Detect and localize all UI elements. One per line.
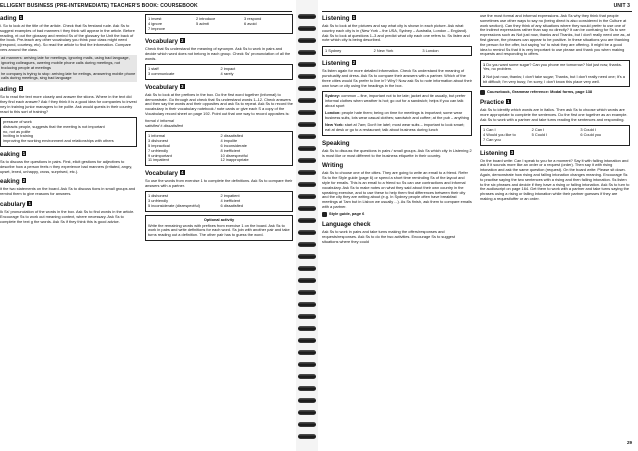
optional-activity-text: Write the remaining words with prefixes from exercise 1 on the board. Ask Ss to work in pairs and write definitions for each word. Ss join with another pair and take turns reading out a definition. The other pair has to guess the word. [148,222,290,238]
speaking-1-text: Ss to discuss the questions in pairs. First, elicit gestions for adjectives to describe how a person feels n they experience bad manners (irritated, angry, upset, lexed, unhappy, cross, surprised, etc.). [0,158,133,174]
left-running-header: ELLIGENT BUSINESS (PRE-INTERMEDIATE) TEACHER'S BOOK: COURSEBOOK [0,3,198,9]
binding-ring [298,218,316,223]
vocabulary-2-text: Check that Ss understand the meaning of synonym. Ask Ss to work in pairs and decide which word does not belong in each group. Check Ss' pronunciation of all the words. [145,46,291,61]
spiral-binding [296,0,318,451]
left-column-b [145,14,293,244]
binding-ring [298,362,316,367]
listening-2-text: Ss listen again for more detailed information. Check Ss understand the meaning of punctuality and dress. Ask Ss to compare their answers with a partner. Which of the three cities would Ss prefer to live in? Why? Now ask Ss to note information about their own town or city using the headings in the box. [322,68,472,88]
speaking-heading: Speaking [322,139,350,147]
binding-ring [298,206,316,211]
binding-ring [298,146,316,151]
vocabulary-3-text: Ask Ss to look at the prefixes in the box. Do the first word together (informal) to demonstrate. Go through and check that Ss understand words 1–12. Check answers and then say the words and their opposites and ask Ss to repeat. Ask Ss to record the vocabulary in their vocabulary notebook / note cards or give each S a copy of the Vocabulary record sheet on page 192. Point out that one way to record opposites is: [145,91,293,117]
binding-ring [298,122,316,127]
right-column-a [322,14,472,247]
binding-ring [298,278,316,283]
practice-1-text: Ask Ss to identify which words are in italics. Then ask Ss to choose which words are more appropriate to complete the sentences. Do the first one together as an example. Ask Ss to work with a partner and take turns reading the sentences and responding. [480,107,628,122]
binding-ring [298,110,316,115]
binding-ring [298,50,316,55]
binding-ring [298,182,316,187]
binding-ring [298,398,316,403]
listening-1-text: Ask Ss to look at the pictures and say what city is shown in each picture. Ask what country each city is in (New York – the USA, Sydney – Australia, London – England). Ask Ss to look at questions 1–3 and predict what city each one refers to. Ss listen and note which city is being described. [322,23,470,43]
binding-ring [298,302,316,307]
binding-ring [298,422,316,427]
binding-ring [298,38,316,43]
binding-ring [298,26,316,31]
binding-ring [298,86,316,91]
listening-3-heading: Listening 3 [480,149,514,157]
binding-ring [298,242,316,247]
binding-ring [298,314,316,319]
reading-1-answers: ad manners: arriving late for meetings, ignoring mails, using bad language, ignoring colleagues, owering mobile phone calls during meetings, not troducing people at meetings he company is trying to stop: arriving late for eetings, answering mobile phone calls during meetings, sing bad language [1,55,136,81]
listening-1-answers: 1 Sydney 2 New York 3 London [322,46,472,57]
reading-2-heading: ading 2 [0,86,23,94]
right-column-b [480,14,630,204]
listening-2-answers: Sydney: common – fine, important not to be late; jacket and tie usually, but prefer informal clothes when weather is hot; go out for a sandwich; helps if you can talk about sport London: people hate them; being on time for meetings is important; some wear business suits, lots wear casual clothes; sandwich and coffee; at the pub – anything New York: start at 7am; Don't be late!; most wear suits – important to look smart; eat at desk or go to a restaurant; talk about business during lunch [322,91,472,136]
reading-2-answers: pressure of work distracts people, suggests that the meeting is not important no, not as polite inviting in training improving the working environment and relationships with others [0,117,137,147]
speaking-2-heading: eaking 2 [0,178,26,186]
reading-1-heading: ading 1 [0,15,23,22]
vocabulary-2-answers: 1 staff 2 impact 3 communicate 4 rarely [145,64,293,80]
reading-1-text: i. So to look at the title of the article. Check that Ss ferstand rude. Ask Ss to suggest examples of bad manners t they think will appear in the article. Before reading, nt out the glossary and remind Ss of the glossary for Unit the back of the book. Pre-teach any other vocabulary you think your class might need (respond, courtesy, etc). So read the article to find the information. Compare vers around the class. [0,23,135,52]
vocabulary-2-heading: Vocabulary 2 [145,38,184,46]
speaking-text: Ask Ss to discuss the questions in pairs / small groups. Ask Ss which city in Listening 2 is most like or most different to the business etiquette in their country. [322,147,472,158]
binding-ring [298,194,316,199]
binding-ring [298,134,316,139]
vocabulary-1-answers: 1 invest 2 introduce 3 respond 4 ignore 5 admit 6 avoid 7 improve [145,14,293,34]
right-running-header: UNIT 3 [613,3,630,9]
vocabulary-1-heading: cabulary 1 [0,200,31,208]
right-page [318,0,638,451]
left-column-a [0,14,137,227]
binding-ring [298,350,316,355]
binding-ring [298,254,316,259]
listening-2-heading: Listening 2 [322,60,356,68]
writing-text: Ask Ss to choose one of the cities. They are going to write an email to a friend. Refer Ss to the Style guide (page 6) or spend a short time reminding Ss of the layout and style for emails. This is an email to a friend so Ss can use contractions and informal vocabulary. Ask Ss to make notes on what they said about their own country in the speaking exercise, and to use these to help them find differences between their city and the city they are writing about (e.g. In Sydney people often have breakfast meetings at 7am but in Lisbon we usually ...). As Ss finish, ask them to compare emails with a partner. [322,170,472,209]
binding-ring [298,266,316,271]
binding-ring [298,158,316,163]
left-header-rule [0,11,292,12]
binding-ring [298,230,316,235]
binding-ring [298,170,316,175]
style-guide-reference: Style guide, page 6 [322,212,472,217]
vocabulary-3-heading: Vocabulary 3 [145,83,184,91]
vocabulary-3-example: formal ≠ informal satisfied ≠ dissatisfied [145,118,183,129]
binding-ring [298,290,316,295]
vocabulary-4-answers: 1 dishonest 2 impatient 3 unfriendly 4 inefficient 5 inconsiderate (disrespectful) 6 dissatisfied [145,191,293,211]
language-check-text: Ask Ss to work in pairs and take turns making the offers/responses and requests/responses. Ask Ss to do the two activities. Encourage Ss to suggest situations where they could [322,229,456,244]
language-check-continued: use the most formal and informal expressions. Ask Ss why they think that people sometimes use other ways to say no (being direct is also considered in the Culture at work section). Can they think of any situations where they would prefer to use one of the indirect expressions rather than say no directly? It can be confusing for Ss to see expressions such as Not just now, thanks and Thanks, but I don't really need one as, at first glance, the phrases can appear to be positive. In these situations you are thanking the person for the offer, but saying 'no' to what they are offering. It might be a good idea to remind Ss that it is very important to use please and thank you when making requests and responding to offers. [480,13,630,57]
binding-ring [298,386,316,391]
optional-activity-title: Optional activity [203,216,235,222]
vocabulary-3-answers: 1 informal 2 dissatisfied 3 dishonest 4 impolite 5 impractical 6 inconsiderate 7 unfriendly 8 inefficient 9 unimportant 10 disrespectful 11 impatient 12 inappropriate [145,131,293,166]
writing-heading: Writing [322,162,344,170]
speaking-1-heading: eaking 1 [0,150,26,158]
practice-1-heading: Practice 1 [480,99,510,107]
reading-2-text: So to read the text more closely and answer the stions. Where in the text did they find each answer? Ask f they think it is a good idea for companies to invest ney in training junior managers to be polite. Ask would quests in their country react to this sort of training? [0,94,137,114]
book-reference-icon [480,90,485,95]
grammar-reference: Coursebook, Grammar reference: Modal forms, page 138 [480,90,630,95]
vocabulary-1-text: Ik Ss' pronunciation of the words in the box. Ask Ss to find words in the article. Encourage Ss to work out meaning context, where necessary. Ask Ss to complete the text g the words. Ask Ss if they think this is good advice. [0,208,135,224]
binding-ring [298,326,316,331]
binding-ring [298,338,316,343]
right-header-rule [322,11,632,12]
binding-ring [298,74,316,79]
binding-ring [298,14,316,19]
book-reference-icon [322,212,327,217]
language-check-heading: Language check [322,221,371,229]
language-check-answers: 1 Do you want some sugar? Can you phone me tomorrow? Not just now, thanks. Yes, no problem. 2 Not just now, thanks; I don't take sugar; Thanks, but I don't really need one; It's a bit difficult; I'm very busy; I'm sorry; I don't know this place very well. [480,60,630,88]
speaking-2-text: it the two statements on the board. Ask Ss to discuss tions in small groups and remind them to give reasons for answers. [0,186,136,197]
binding-ring [298,374,316,379]
vocabulary-4-heading: Vocabulary 4 [145,170,184,178]
vocabulary-4-text: So use the words from exercise 1 to complete the definitions. Ask Ss to compare their answers with a partner. [145,178,293,189]
practice-1-answers: 1 Can I 2 Can I 3 Could I 4 Would you like to 5 Could I 6 Could you 7 Can you [480,125,630,145]
listening-1-heading: Listening 1 [322,15,356,22]
optional-activity-box [145,215,293,241]
binding-ring [298,434,316,439]
binding-ring [298,410,316,415]
binding-ring [298,62,316,67]
page-number: 29 [626,440,632,445]
listening-3-text: On the board write: Can I speak to you for a moment? Say it with falling intonation and ask if it sounds more like an order or a request (order). Then say it with rising intonation and ask the same question (request). On the board write: Please sit down. Again, demonstrate how rising and falling intonation changes meaning. Encourage Ss to practise saying the two sentences with a rising and then falling intonation. Ss listen to the six phrases and decide if they have a rising or falling intonation. Ask Ss to turn to the audioscript on page 164. Get them to work with a partner and take turns saying the phrases using a rising or falling intonation while their partner guesses if they are making a request/offer or an order. [480,157,630,202]
binding-ring [298,98,316,103]
left-page [0,0,296,451]
